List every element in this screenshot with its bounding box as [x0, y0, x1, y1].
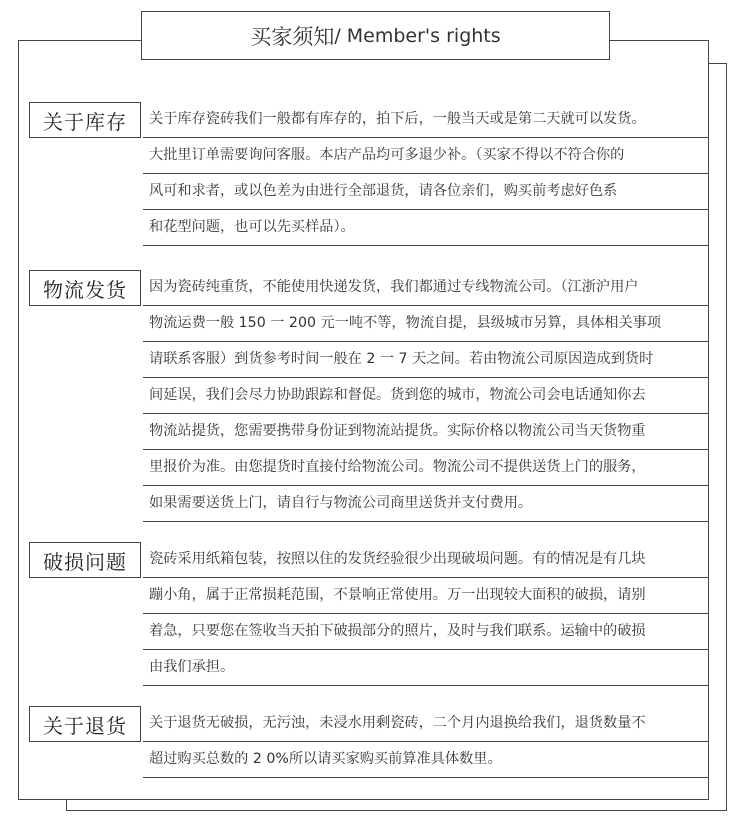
section-label-returns: 关于退货: [29, 706, 141, 742]
section-label-stock: 关于库存: [29, 102, 141, 138]
text-line: 瓷砖采用纸箱包装，按照以住的发货经验很少出现破埙问题。有的情况是有几块: [143, 542, 709, 578]
text-line: 请联系客服）到货参考时间一般在 2 一 7 天之间。若由物流公司原因造成到货时: [143, 342, 709, 378]
text-line: 如果需要送货上门，请自行与物流公司商里送货并支付费用。: [143, 486, 709, 522]
text-line: 里报价为准。由您提货时直接付给物流公司。物流公司不提供送货上门的服务，: [143, 450, 709, 486]
text-line: 物流站提货，您需要携带身份证到物流站提货。实际价格以物流公司当天货物重: [143, 414, 709, 450]
page-title: 买家须知: [250, 24, 335, 49]
section-text-returns: [143, 706, 709, 778]
section-text-shipping: [143, 270, 709, 522]
text-line: 关于退货无破损，无污浊，未浸水用剩瓷砖，二个月内退换给我们，退货数量不: [143, 706, 709, 742]
section-text-stock: [143, 102, 709, 246]
text-line: 着急，只要您在签收当天拍下破损部分的照片，及时与我们联系。运输中的破损: [143, 614, 709, 650]
text-line: 超过购买总数的 2 0%所以请买家购买前算准具体数里。: [143, 742, 709, 778]
section-text-damage: [143, 542, 709, 686]
text-line: 物流运费一般 150 一 200 元一吨不等，物流自提，县级城市另算，具体相关事项: [143, 306, 709, 342]
text-line: 由我们承担。: [143, 650, 709, 686]
text-line: 关于库存瓷砖我们一般都有库存的，拍下后，一般当天或是第二天就可以发货。: [143, 102, 709, 138]
page-title-box: [141, 11, 610, 60]
text-line: 大批里订单需要询问客服。本店产品均可多退少补。（买家不得以不符合你的: [143, 138, 709, 174]
page-subtitle: / Member's rights: [334, 24, 501, 47]
text-line: 间延误，我们会尽力协助跟踪和督促。货到您的城市，物流公司会电话通知你去: [143, 378, 709, 414]
text-line: 蹦小角，属于正常损耗范围，不景响正常使用。万一出现较大面积的破损，请别: [143, 578, 709, 614]
section-label-shipping: 物流发货: [29, 270, 141, 306]
text-line: 和花型问题，也可以先买样品）。: [143, 210, 709, 246]
section-label-damage: 破损问题: [29, 542, 141, 578]
text-line: 因为瓷砖纯重货，不能使用快递发货，我们都通过专线物流公司。（江浙沪用户: [143, 270, 709, 306]
text-line: 风可和求者，或以色差为由进行全部退货，请各位亲们，购买前考虑好色系: [143, 174, 709, 210]
